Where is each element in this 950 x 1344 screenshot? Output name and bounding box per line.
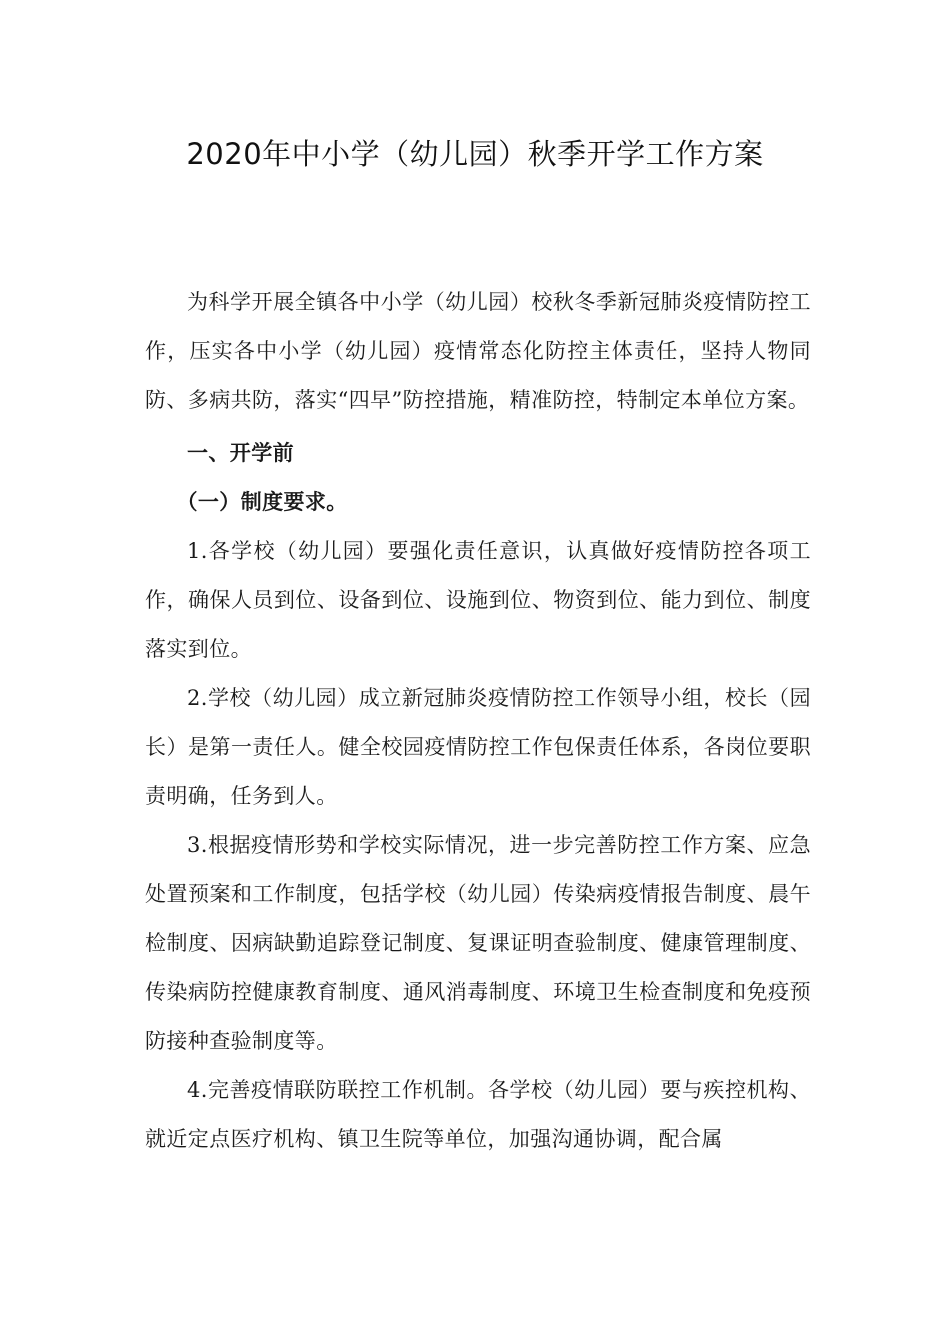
intro-paragraph: 为科学开展全镇各中小学（幼儿园）校秋冬季新冠肺炎疫情防控工作，压实各中小学（幼儿园）疫情常态化防控主体责任，坚持人物同防、多病共防，落实“四早”防控措施，精准防控，特制定本单位方案。 (145, 290, 811, 412)
list-item: 3.根据疫情形势和学校实际情况，进一步完善防控工作方案、应急处置预案和工作制度，包括学校（幼儿园）传染病疫情报告制度、晨午检制度、因病缺勤追踪登记制度、复课证明查验制度、健康管理制度、传染病防控健康教育制度、通风消毒制度、环境卫生检查制度和免疫预防接种查验制度等。 (145, 833, 811, 1053)
subsection-heading: （一）制度要求。 (176, 490, 348, 514)
list-item: 2.学校（幼儿园）成立新冠肺炎疫情防控工作领导小组，校长（园长）是第一责任人。健全校园疫情防控工作包保责任体系，各岗位要职责明确，任务到人。 (145, 686, 811, 808)
document-body (145, 278, 811, 1164)
list-item: 4.完善疫情联防联控工作机制。各学校（幼儿园）要与疾控机构、就近定点医疗机构、镇卫生院等单位，加强沟通协调，配合属 (145, 1078, 811, 1151)
list-item: 1.各学校（幼儿园）要强化责任意识，认真做好疫情防控各项工作，确保人员到位、设备到位、设施到位、物资到位、能力到位、制度落实到位。 (145, 539, 811, 661)
section-heading: 一、开学前 (187, 441, 294, 465)
document-title: 2020年中小学（幼儿园）秋季开学工作方案 (186, 137, 764, 171)
